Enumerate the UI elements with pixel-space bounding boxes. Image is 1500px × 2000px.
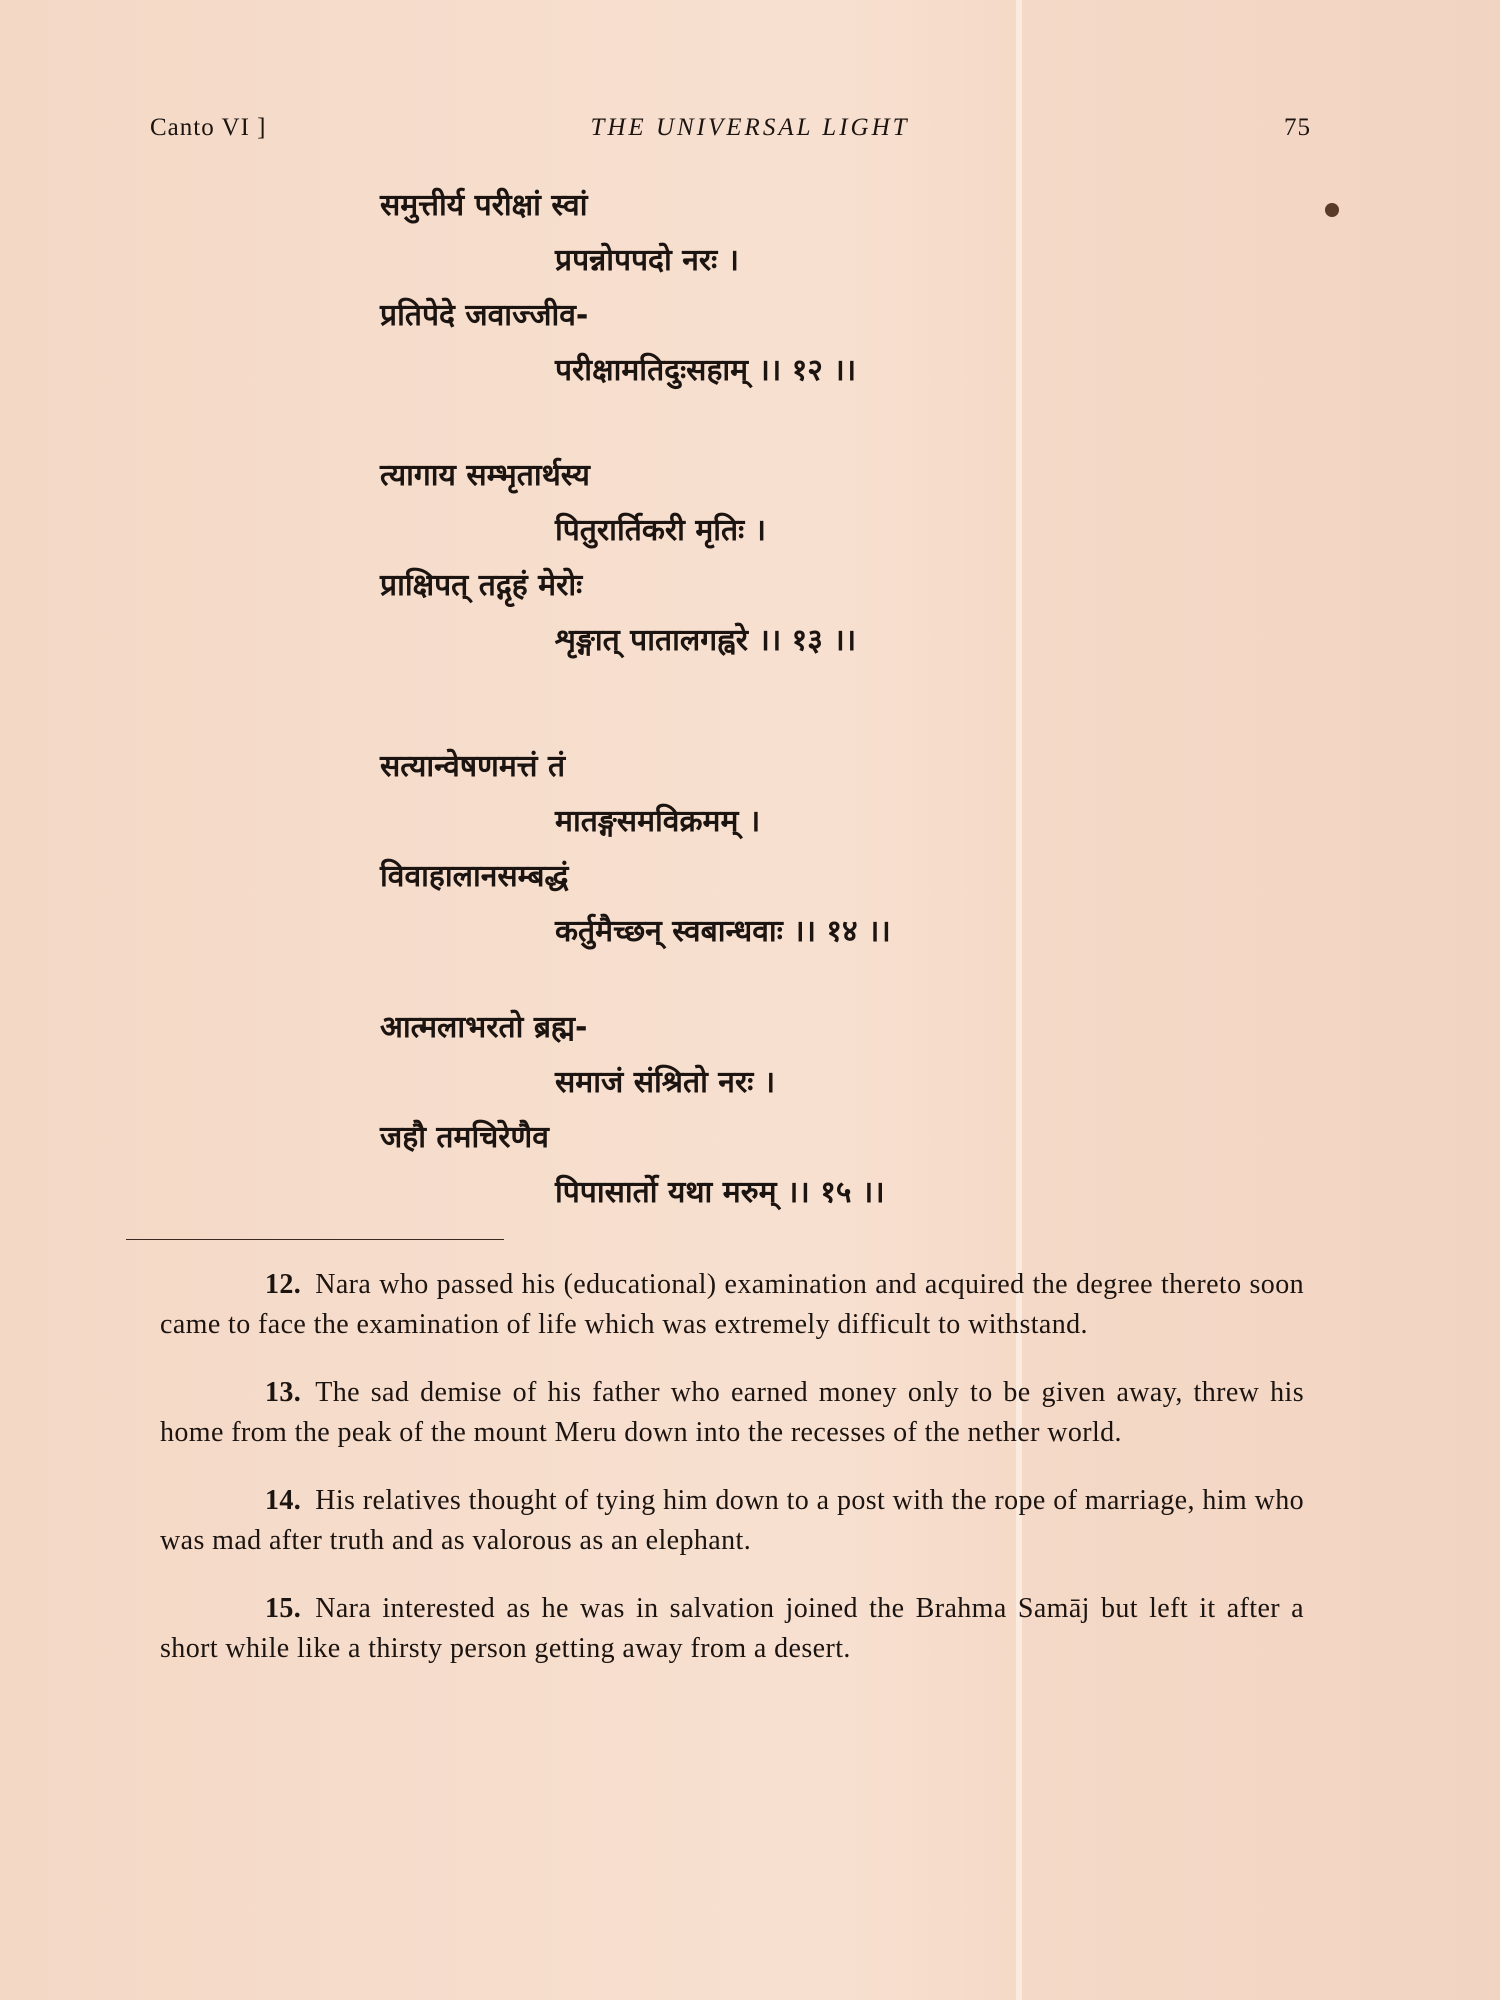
verse-line: त्यागाय सम्भृतार्थस्य	[380, 458, 590, 493]
note-text: The sad demise of his father who earned money only to be given away, threw his home from the peak of the mount Meru down into the recesses of the nether world.	[160, 1377, 1304, 1448]
verse-line: प्रतिपेदे जवाज्जीव-	[380, 298, 589, 333]
verse-line: पिपासार्तो यथा मरुम् ।। १५ ।।	[555, 1175, 885, 1210]
note-text: His relatives thought of tying him down to a post with the rope of marriage, him who was mad after truth and as valorous as an elephant.	[160, 1485, 1304, 1556]
verse-line: प्राक्षिपत् तद्गृहं मेरोः	[380, 568, 583, 603]
note-12	[160, 1265, 1304, 1345]
note-text: Nara interested as he was in salvation joined the Brahma Samāj but left it after a short while like a thirsty person getting away from a desert.	[160, 1593, 1304, 1664]
verse-13	[380, 448, 1180, 668]
verse-line: शृङ्गात् पातालगह्वरे ।। १३ ।।	[555, 623, 857, 658]
verse-line: समुत्तीर्य परीक्षां स्वां	[380, 188, 588, 223]
note-13	[160, 1373, 1304, 1453]
verse-line: सत्यान्वेषणमत्तं तं	[380, 749, 566, 784]
running-title: THE UNIVERSAL LIGHT	[590, 114, 910, 141]
verse-line: विवाहालानसम्बद्धं	[380, 859, 569, 894]
verse-line: कर्तुमैच्छन् स्वबान्धवाः ।। १४ ।।	[555, 914, 891, 949]
note-number: 14.	[265, 1485, 302, 1516]
verse-15	[380, 1000, 1180, 1220]
verse-line: समाजं संश्रितो नरः ।	[555, 1065, 776, 1100]
canto-label: Canto VI ]	[150, 114, 267, 141]
note-number: 15.	[265, 1593, 302, 1624]
verse-line: मातङ्गसमविक्रमम् ।	[555, 804, 761, 839]
note-number: 12.	[265, 1269, 302, 1300]
note-14	[160, 1481, 1304, 1561]
verse-line: प्रपन्नोपपदो नरः ।	[555, 243, 739, 278]
note-15	[160, 1589, 1304, 1669]
verse-line: आत्मलाभरतो ब्रह्म-	[380, 1010, 588, 1045]
footnote-divider	[126, 1239, 504, 1240]
note-number: 13.	[265, 1377, 302, 1408]
verse-12	[380, 178, 1180, 398]
verse-line: जहौ तमचिरेणैव	[380, 1120, 549, 1155]
verse-line: परीक्षामतिदुःसहाम् ।। १२ ।।	[555, 353, 857, 388]
ink-spot	[1325, 203, 1339, 217]
translation-notes	[160, 1265, 1304, 1697]
verse-14	[380, 739, 1180, 959]
page-number: 75	[1284, 114, 1311, 141]
note-text: Nara who passed his (educational) examination and acquired the degree thereto soon came to face the examination of life which was extremely difficult to withstand.	[160, 1269, 1304, 1340]
verse-line: पितुरार्तिकरी मृतिः ।	[555, 513, 767, 548]
